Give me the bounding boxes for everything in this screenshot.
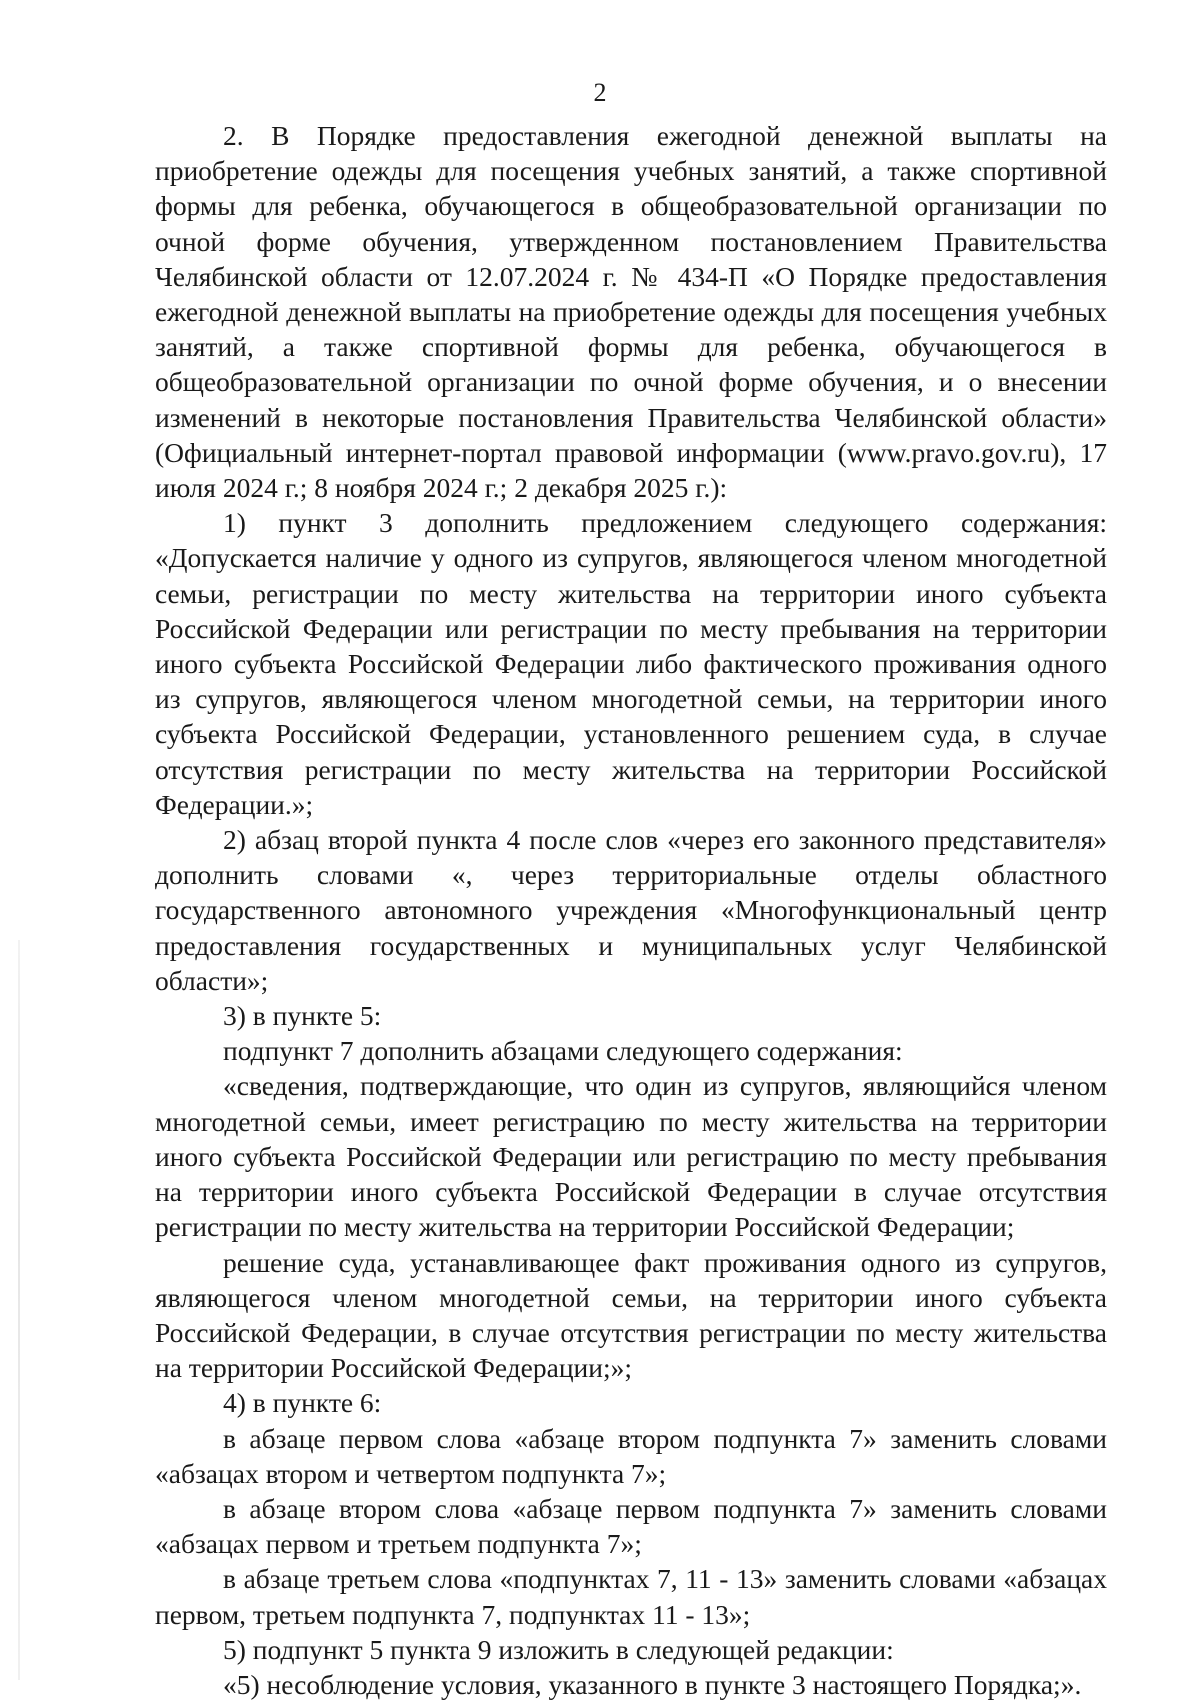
paragraph-item-2: 2) абзац второй пункта 4 после слов «через его законного представителя» дополнить словами «, через территориальные отделы областного государственного автономного учреждения «Многофункциональный центр предоставления государственных и муниципальных услуг Челябинской области»;: [155, 824, 1107, 996]
paragraph-amendment-intro: 2. В Порядке предоставления ежегодной денежной выплаты на приобретение одежды для посещения учебных занятий, а также спортивной формы для ребенка, обучающегося в общеобразовательной организации по очной форме обучения, утвержденном постановлением Правительства Челябинской области от 12.07.2024 г. № 434-П «О Порядке предоставления ежегодной денежной выплаты на приобретение одежды для посещения учебных занятий, а также спортивной формы для ребенка, обучающегося в общеобразовательной организации по очной форме обучения, и о внесении изменений в некоторые постановления Правительства Челябинской области» (Официальный интернет-портал правовой информации (www.pravo.gov.ru), 17 июля 2024 г.; 8 ноября 2024 г.; 2 декабря 2025 г.):: [155, 120, 1107, 504]
paragraph-item-5: 5) подпункт 5 пункта 9 изложить в следующей редакции:: [223, 1633, 894, 1665]
page-number: 2: [593, 78, 607, 107]
paragraph-item-3-quote-2: решение суда, устанавливающее факт проживания одного из супругов, являющегося членом многодетной семьи, на территории иного субъекта Российской Федерации, в случае отсутствия регистрации по месту жительства на территории Российской Федерации;»;: [155, 1246, 1107, 1384]
paragraph-item-4-para-1: в абзаце первом слова «абзаце втором подпункта 7» заменить словами «абзацах втором и четвертом подпункта 7»;: [155, 1422, 1107, 1489]
paragraph-item-5-quote: «5) несоблюдение условия, указанного в пункте 3 настоящего Порядка;».: [223, 1668, 1082, 1700]
paragraph-item-4: 4) в пункте 6:: [223, 1387, 382, 1419]
scan-edge-artifact: [18, 940, 20, 1680]
paragraph-item-3-subitem: подпункт 7 дополнить абзацами следующего содержания:: [223, 1035, 903, 1067]
document-body: [155, 118, 1107, 1702]
paragraph-item-3-quote-1: «сведения, подтверждающие, что один из супругов, являющийся членом многодетной семьи, имеет регистрацию по месту жительства на территории иного субъекта Российской Федерации или регистрацию по месту пребывания на территории иного субъекта Российской Федерации в случае отсутствия регистрации по месту жительства на территории Российской Федерации;: [155, 1070, 1107, 1243]
paragraph-item-1: 1) пункт 3 дополнить предложением следующего содержания: «Допускается наличие у одного из супругов, являющегося членом многодетной семьи, регистрации по месту жительства на территории иного субъекта Российской Федерации или регистрации по месту пребывания на территории иного субъекта Российской Федерации либо фактического проживания одного из супругов, являющегося членом многодетной семьи, на территории иного субъекта Российской Федерации, установленного решением суда, в случае отсутствия регистрации по месту жительства на территории Российской Федерации.»;: [155, 507, 1107, 820]
paragraph-item-4-para-3: в абзаце третьем слова «подпунктах 7, 11 - 13» заменить словами «абзацах первом, третьем подпункта 7, подпунктах 11 - 13»;: [155, 1563, 1107, 1630]
paragraph-item-3: 3) в пункте 5:: [223, 1000, 382, 1032]
paragraph-item-4-para-2: в абзаце втором слова «абзаце первом подпункта 7» заменить словами «абзацах первом и третьем подпункта 7»;: [155, 1492, 1107, 1560]
